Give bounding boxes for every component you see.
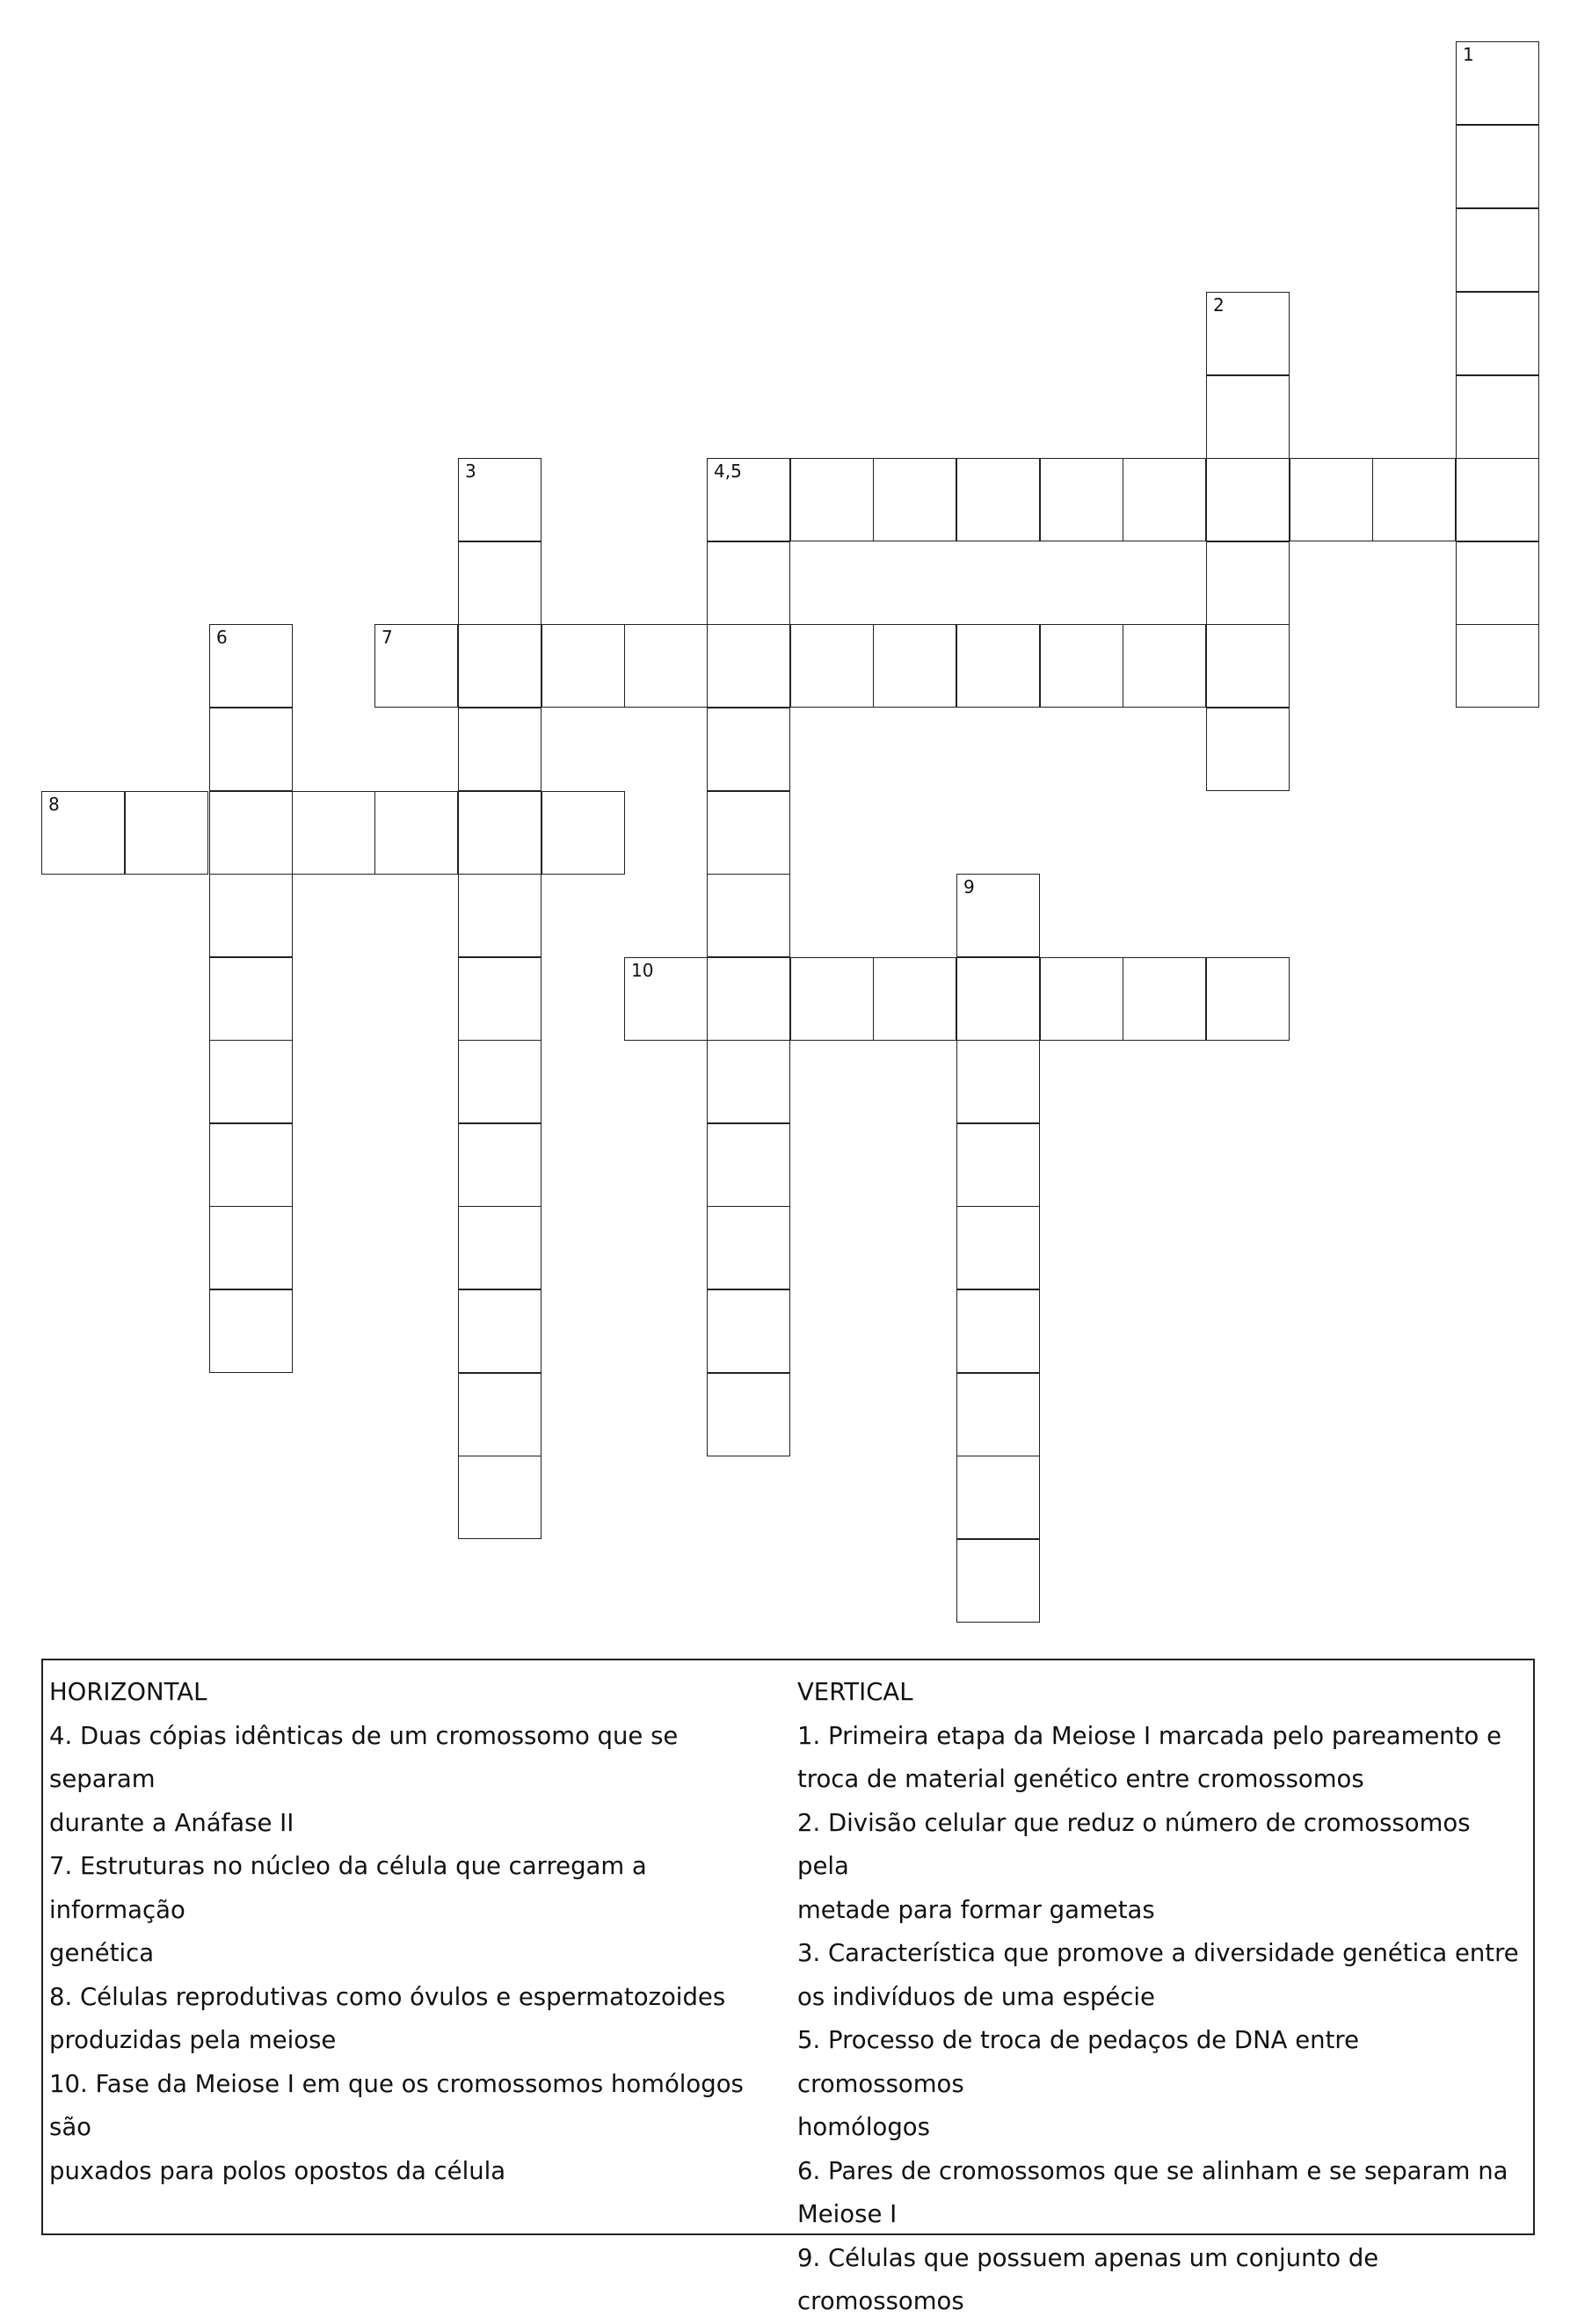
- clue-line: puxados para polos opostos da célula: [49, 2156, 506, 2185]
- clue-line: genética: [49, 1939, 155, 1967]
- crossword-cell[interactable]: [458, 1123, 542, 1207]
- crossword-cell[interactable]: [707, 957, 790, 1041]
- crossword-cell[interactable]: [956, 1206, 1040, 1289]
- clue-line: 6. Pares de cromossomos que se alinham e se separam na: [797, 2156, 1508, 2185]
- horizontal-clues: [49, 1671, 788, 2193]
- clue-line: 7. Estruturas no núcleo da célula que carregam a informação: [49, 1852, 647, 1924]
- crossword-cell[interactable]: [707, 624, 790, 708]
- crossword-cell[interactable]: [790, 624, 874, 708]
- crossword-cell[interactable]: [1123, 458, 1206, 541]
- clue-line: os indivíduos de uma espécie: [797, 1982, 1155, 2011]
- crossword-cell[interactable]: [209, 1206, 293, 1289]
- crossword-cell[interactable]: [707, 1289, 790, 1373]
- crossword-cell[interactable]: [1372, 458, 1456, 541]
- crossword-cell[interactable]: [209, 791, 293, 875]
- crossword-cell[interactable]: [707, 1373, 790, 1456]
- crossword-cell[interactable]: [458, 1206, 542, 1289]
- crossword-cell[interactable]: [707, 1040, 790, 1123]
- crossword-cell[interactable]: [458, 541, 542, 625]
- vertical-heading: VERTICAL: [797, 1678, 913, 1706]
- crossword-cell[interactable]: [1040, 624, 1123, 708]
- clue-line: 5. Processo de troca de pedaços de DNA entre cromossomos: [797, 2026, 1359, 2098]
- crossword-cell[interactable]: [458, 1289, 542, 1373]
- crossword-cell[interactable]: [125, 791, 208, 875]
- crossword-cell[interactable]: [1206, 708, 1290, 791]
- clue-line: 1. Primeira etapa da Meiose I marcada pelo pareamento e: [797, 1721, 1502, 1750]
- clue-number: 9: [963, 876, 975, 897]
- clue-line: 4. Duas cópias idênticas de um cromossomo que se separam: [49, 1721, 679, 1793]
- clue-line: homólogos: [797, 2113, 930, 2141]
- crossword-cell[interactable]: [1123, 624, 1206, 708]
- crossword-cell[interactable]: [956, 458, 1040, 541]
- crossword-cell[interactable]: [209, 957, 293, 1041]
- crossword-cell[interactable]: [707, 708, 790, 791]
- crossword-cell[interactable]: [458, 1373, 542, 1456]
- crossword-cell[interactable]: [458, 1040, 542, 1123]
- crossword-cell[interactable]: [624, 624, 708, 708]
- crossword-cell[interactable]: [790, 458, 874, 541]
- crossword-cell[interactable]: [956, 957, 1040, 1041]
- clue-line: metade para formar gametas: [797, 1895, 1155, 1924]
- crossword-cell[interactable]: [1123, 957, 1206, 1041]
- crossword-cell[interactable]: [1456, 458, 1539, 541]
- crossword-cell[interactable]: [458, 458, 542, 541]
- clue-number: 6: [216, 627, 228, 648]
- crossword-cell[interactable]: [542, 624, 625, 708]
- clue-number: 7: [382, 627, 393, 648]
- crossword-cell[interactable]: [707, 1206, 790, 1289]
- clue-line: troca de material genético entre cromossomos: [797, 1765, 1364, 1793]
- crossword-cell[interactable]: [707, 541, 790, 625]
- crossword-cell[interactable]: [956, 624, 1040, 708]
- clue-line: Meiose I: [797, 2200, 898, 2228]
- crossword-cell[interactable]: [956, 1539, 1040, 1623]
- crossword-cell[interactable]: [873, 624, 956, 708]
- crossword-cell[interactable]: [458, 791, 542, 875]
- crossword-cell[interactable]: [873, 458, 956, 541]
- clue-line: produzidas pela meiose: [49, 2026, 337, 2054]
- crossword-cell[interactable]: [1206, 375, 1290, 459]
- clue-line: 10. Fase da Meiose I em que os cromossomos homólogos são: [49, 2069, 744, 2141]
- crossword-cell[interactable]: [458, 1456, 542, 1539]
- clue-number: 3: [465, 461, 476, 482]
- crossword-cell[interactable]: [292, 791, 375, 875]
- crossword-cell[interactable]: [956, 1289, 1040, 1373]
- crossword-cell[interactable]: [1456, 541, 1539, 625]
- crossword-cell[interactable]: [873, 957, 956, 1041]
- crossword-cell[interactable]: [1456, 125, 1539, 208]
- crossword-cell[interactable]: [1456, 624, 1539, 708]
- crossword-cell[interactable]: [1206, 292, 1290, 375]
- horizontal-heading: HORIZONTAL: [49, 1678, 207, 1706]
- crossword-cell[interactable]: [1040, 458, 1123, 541]
- crossword-cell[interactable]: [209, 1040, 293, 1123]
- crossword-cell[interactable]: [1456, 41, 1539, 125]
- crossword-cell[interactable]: [458, 708, 542, 791]
- crossword-cell[interactable]: [624, 957, 708, 1041]
- crossword-cell[interactable]: [956, 1456, 1040, 1539]
- crossword-cell[interactable]: [1456, 208, 1539, 292]
- crossword-cell[interactable]: [209, 874, 293, 957]
- clue-number: 1: [1463, 44, 1474, 65]
- crossword-cell[interactable]: [707, 1123, 790, 1207]
- crossword-cell[interactable]: [542, 791, 625, 875]
- crossword-cell[interactable]: [41, 791, 125, 875]
- crossword-cell[interactable]: [374, 791, 458, 875]
- clue-line: durante a Anáfase II: [49, 1808, 294, 1837]
- crossword-cell[interactable]: [209, 1289, 293, 1373]
- crossword-cell[interactable]: [458, 957, 542, 1041]
- crossword-cell[interactable]: [374, 624, 458, 708]
- crossword-cell[interactable]: [707, 874, 790, 957]
- clues-box: [41, 1659, 1535, 2315]
- crossword-cell[interactable]: [1206, 957, 1290, 1041]
- clue-number: 2: [1213, 294, 1225, 316]
- crossword-cell[interactable]: [1456, 375, 1539, 459]
- clue-number: 10: [631, 960, 654, 981]
- clue-line: 2. Divisão celular que reduz o número de cromossomos pela: [797, 1808, 1471, 1880]
- crossword-cell[interactable]: [1206, 624, 1290, 708]
- crossword-cell[interactable]: [1206, 458, 1290, 541]
- crossword-cell[interactable]: [1040, 957, 1123, 1041]
- crossword-cell[interactable]: [1456, 292, 1539, 375]
- crossword-cell[interactable]: [956, 1040, 1040, 1123]
- crossword-cell[interactable]: [458, 874, 542, 957]
- vertical-clues: [797, 1671, 1527, 2324]
- clue-number: 4,5: [714, 461, 742, 482]
- crossword-cell[interactable]: [209, 624, 293, 708]
- crossword-cell[interactable]: [790, 957, 874, 1041]
- crossword-cell[interactable]: [707, 791, 790, 875]
- crossword-cell[interactable]: [209, 1123, 293, 1207]
- crossword-cell[interactable]: [1290, 458, 1373, 541]
- clue-number: 8: [48, 794, 60, 815]
- clue-line: 9. Células que possuem apenas um conjunto de cromossomos: [797, 2243, 1379, 2315]
- crossword-cell[interactable]: [707, 458, 790, 541]
- crossword-cell[interactable]: [956, 1373, 1040, 1456]
- clue-line: 8. Células reprodutivas como óvulos e espermatozoides: [49, 1982, 726, 2011]
- clue-line: 3. Característica que promove a diversidade genética entre: [797, 1939, 1519, 1967]
- crossword-cell[interactable]: [956, 874, 1040, 957]
- crossword-cell[interactable]: [209, 708, 293, 791]
- crossword-cell[interactable]: [956, 1123, 1040, 1207]
- crossword-cell[interactable]: [458, 624, 542, 708]
- crossword-cell[interactable]: [1206, 541, 1290, 625]
